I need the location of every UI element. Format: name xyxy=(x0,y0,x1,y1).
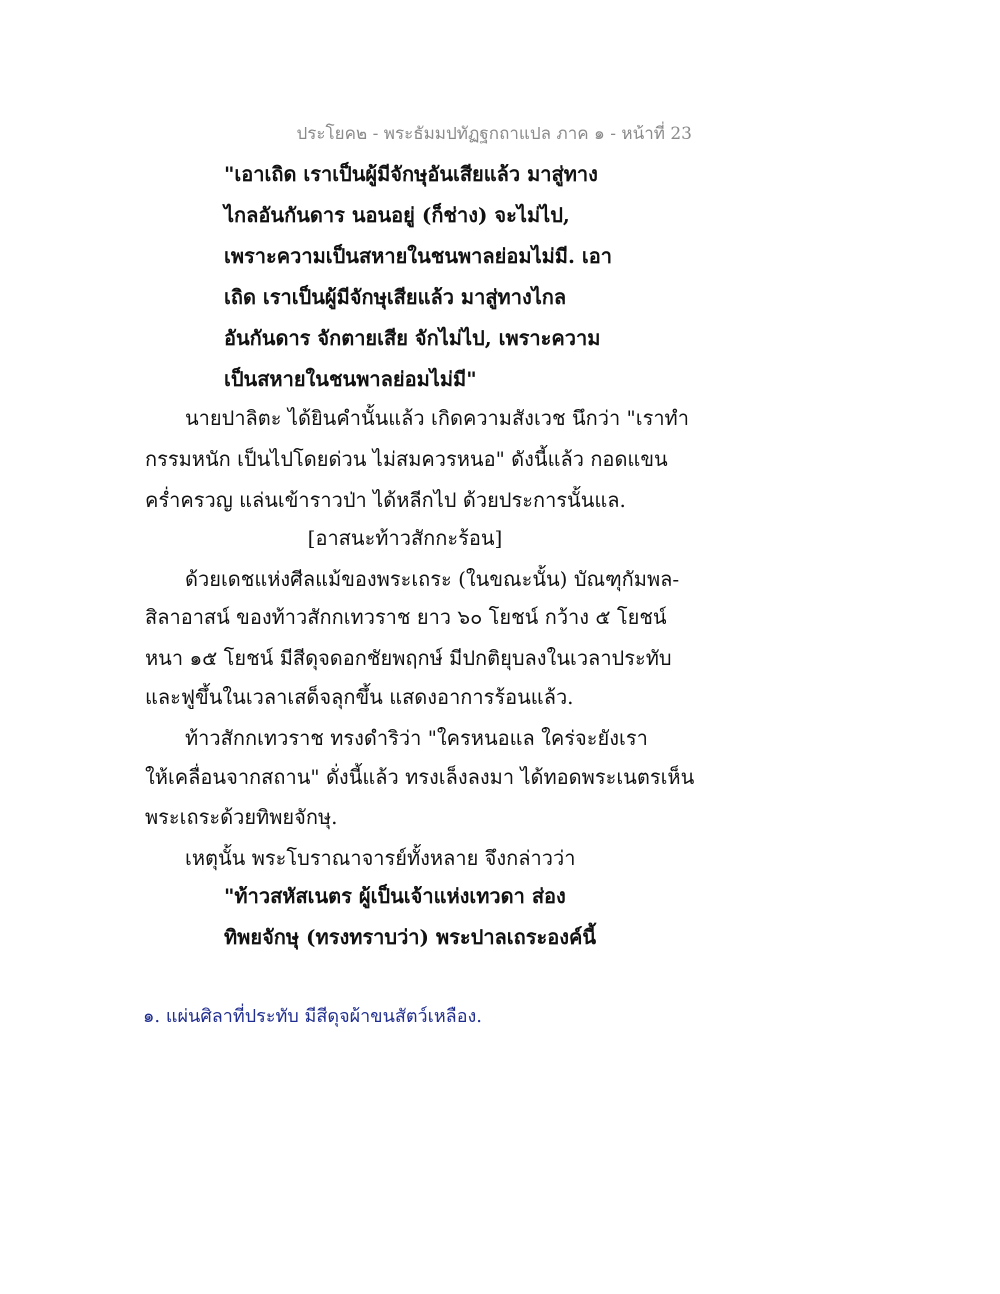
paragraph-line: ด้วยเดชแห่งศีลแม้ของพระเถระ (ในขณะนั้น) บัณฑุกัมพล- xyxy=(185,567,680,591)
paragraph-line: และฟูขึ้นในเวลาเสด็จลุกขึ้น แสดงอาการร้อนแล้ว. xyxy=(145,685,574,709)
verse-line: เถิด เราเป็นผู้มีจักษุเสียแล้ว มาสู่ทางไกล xyxy=(224,285,567,309)
verse-line: "เอาเถิด เราเป็นผู้มีจักษุอันเสียแล้ว มาสู่ทาง xyxy=(224,162,598,186)
verse-line: ทิพยจักษุ (ทรงทราบว่า) พระปาลเถระองค์นี้ xyxy=(224,925,597,949)
verse-line: เป็นสหายในชนพาลย่อมไม่มี" xyxy=(224,367,477,391)
paragraph-line: คร่ำครวญ แล่นเข้าราวป่า ได้หลีกไป ด้วยประการนั้นแล. xyxy=(145,488,626,512)
paragraph-line: เหตุนั้น พระโบราณาจารย์ทั้งหลาย จึงกล่าวว่า xyxy=(185,846,576,870)
paragraph-line: หนา ๑๕ โยชน์ มีสีดุจดอกชัยพฤกษ์ มีปกติยุบลงในเวลาประทับ xyxy=(145,646,672,670)
verse-line: เพราะความเป็นสหายในชนพาลย่อมไม่มี. เอา xyxy=(224,244,612,268)
page-header: ประโยค๒ - พระธัมมปทัฏฐกถาแปล ภาค ๑ - หน้าที่ 23 xyxy=(296,124,692,144)
footnote: ๑. แผ่นศิลาที่ประทับ มีสีดุจผ้าขนสัตว์เหลือง. xyxy=(143,1006,483,1027)
section-heading: [อาสนะท้าวสักกะร้อน] xyxy=(307,526,503,550)
paragraph-line: ท้าวสักกเทวราช ทรงดำริว่า "ใครหนอแล ใคร่จะยังเรา xyxy=(185,726,648,750)
paragraph-line: พระเถระด้วยทิพยจักษุ. xyxy=(145,805,338,829)
verse-line: ไกลอันกันดาร นอนอยู่ (ก็ช่าง) จะไม่ไป, xyxy=(224,203,570,227)
paragraph-line: นายปาลิตะ ได้ยินคำนั้นแล้ว เกิดความสังเวช นึกว่า "เราทำ xyxy=(185,406,689,430)
verse-line: "ท้าวสหัสเนตร ผู้เป็นเจ้าแห่งเทวดา ส่อง xyxy=(224,884,566,908)
paragraph-line: สิลาอาสน์ ของท้าวสักกเทวราช ยาว ๖๐ โยชน์ กว้าง ๕ โยชน์ xyxy=(145,605,667,629)
paragraph-line: กรรมหนัก เป็นไปโดยด่วน ไม่สมควรหนอ" ดังนี้แล้ว กอดแขน xyxy=(145,447,668,471)
paragraph-line: ให้เคลื่อนจากสถาน" ดั่งนี้แล้ว ทรงเล็งลงมา ได้ทอดพระเนตรเห็น xyxy=(145,765,695,789)
verse-line: อันกันดาร จักตายเสีย จักไม่ไป, เพราะความ xyxy=(224,326,601,350)
